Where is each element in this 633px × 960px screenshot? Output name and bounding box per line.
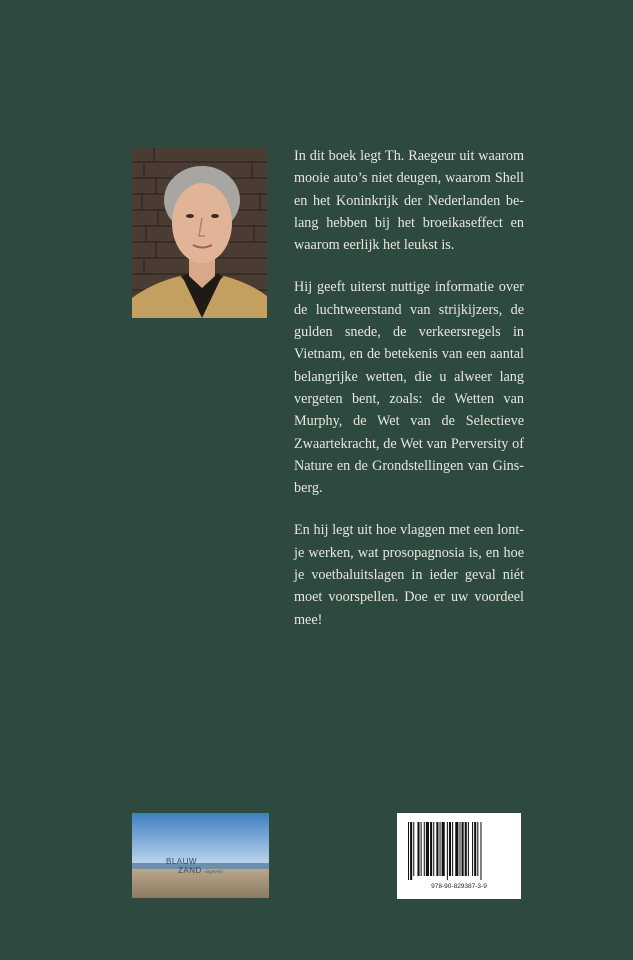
publisher-name-line2: ZAND <box>178 866 202 875</box>
author-photo <box>132 148 267 318</box>
publisher-name-line1: BLAUW <box>166 857 197 866</box>
publisher-subtitle: uitgeverij <box>204 869 223 874</box>
blurb-paragraph-3: En hij legt uit hoe vlaggen met een lontje werken, wat prosopagnosia is, en hoe je voetbaluitslagen in ieder geval niét moet voorspellen. Doe er uw voordeel mee! <box>294 522 524 628</box>
blurb-paragraph-1: In dit boek legt Th. Raegeur uit waarom mooie auto’s niet deugen, waarom Shell en het Koninkrijk der Nederlanden belang hebben bij het broeikaseffect en waarom eerlijk het leukst is. <box>294 148 524 254</box>
barcode-bars <box>408 822 510 880</box>
blurb-paragraph-2: Hij geeft uiterst nuttige informatie over de luchtweerstand van strijkijzers, de gulden snede, de verkeersregels in Vietnam, en de betekenis van een aantal belangrijke wetten, die u alweer lang vergeten bent, zoals: de Wetten van Murphy, de Wet van de Selectieve Zwaartekracht, de Wet van Perversity of Nature en de Grondstellingen van Ginsberg. <box>294 279 524 497</box>
isbn-barcode <box>397 813 521 899</box>
back-cover-blurb <box>294 145 524 651</box>
publisher-logo <box>132 813 269 898</box>
publisher-name <box>156 857 223 876</box>
isbn-number: 978-90-829387-3-9 <box>431 883 487 890</box>
